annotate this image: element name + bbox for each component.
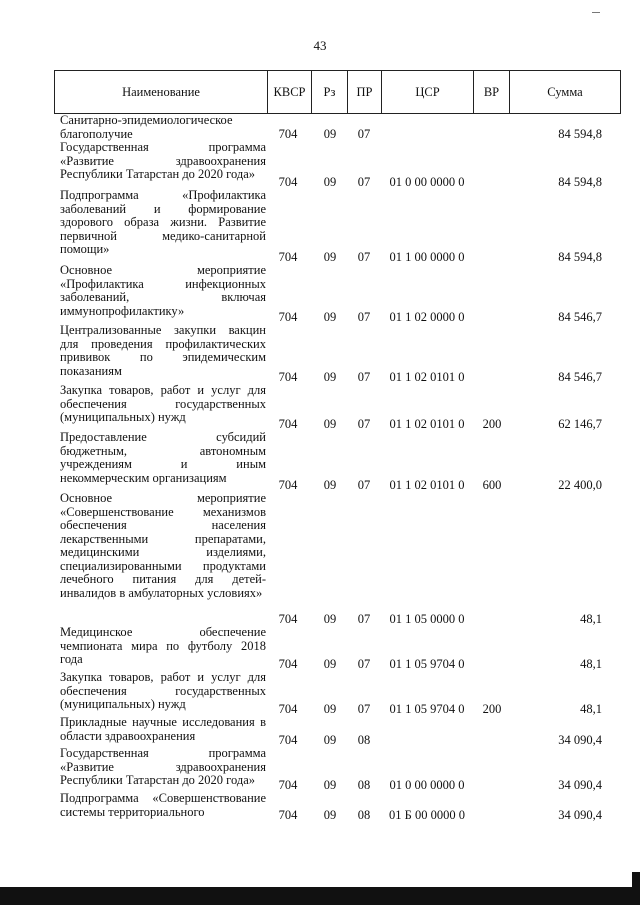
row-kvsr: 704 [278, 416, 298, 431]
row-vr: 600 [482, 477, 502, 492]
row-rz: 09 [323, 807, 337, 822]
row-pr: 07 [357, 369, 371, 384]
row-csr: 01 1 05 9704 0 [389, 656, 465, 671]
row-csr: 01 1 02 0101 0 [389, 416, 465, 431]
row-name: Подпрограмма «Совершенствование системы территориального [60, 791, 266, 819]
scan-border [0, 887, 640, 905]
row-kvsr: 704 [278, 174, 298, 189]
row-pr: 07 [357, 126, 371, 141]
row-sum: 84 594,8 [558, 249, 602, 264]
row-name: Подпрограмма «Профилактика заболеваний и формирование здорового образа жизни. Развитие первичной медико-санитарной помощи» [60, 188, 266, 256]
table-row [0, 492, 640, 626]
row-sum: 84 546,7 [558, 369, 602, 384]
row-pr: 08 [357, 807, 371, 822]
row-vr: 200 [482, 416, 502, 431]
row-name: Предоставление субсидий бюджетным, автономным учреждениям и иным некоммерческим организациям [60, 430, 266, 485]
row-kvsr: 704 [278, 777, 298, 792]
table-row [0, 792, 640, 822]
row-rz: 09 [323, 701, 337, 716]
row-pr: 07 [357, 656, 371, 671]
row-rz: 09 [323, 777, 337, 792]
row-sum: 34 090,4 [558, 807, 602, 822]
table-body [0, 114, 640, 822]
row-kvsr: 704 [278, 807, 298, 822]
header-vr: ВР [474, 71, 510, 113]
row-pr: 07 [357, 309, 371, 324]
table-row [0, 141, 640, 189]
table-row [0, 747, 640, 792]
row-pr: 07 [357, 416, 371, 431]
row-rz: 09 [323, 477, 337, 492]
row-kvsr: 704 [278, 249, 298, 264]
row-csr: 01 1 02 0000 0 [389, 309, 465, 324]
row-name: Прикладные научные исследования в области здравоохранения [60, 715, 266, 743]
row-sum: 48,1 [580, 611, 602, 626]
header-kvsr: КВСР [268, 71, 312, 113]
page-number: 43 [313, 38, 327, 53]
row-name: Основное мероприятие «Совершенствование механизмов обеспечения населения лекарственными препаратами, медицинскими изделиями, специализированными продуктами лечебного питания для детей-инвалидов в амбулаторных условиях» [60, 491, 266, 600]
row-name: Государственная программа «Развитие здравоохранения Республики Татарстан до 2020 года» [60, 746, 266, 787]
row-name: Медицинское обеспечение чемпионата мира по футболу 2018 года [60, 625, 266, 666]
row-kvsr: 704 [278, 126, 298, 141]
row-kvsr: 704 [278, 477, 298, 492]
row-pr: 07 [357, 477, 371, 492]
row-csr: 01 1 05 9704 0 [389, 701, 465, 716]
row-pr: 07 [357, 174, 371, 189]
row-kvsr: 704 [278, 656, 298, 671]
row-csr: 01 1 02 0101 0 [389, 477, 465, 492]
row-csr: 01 0 00 0000 0 [389, 777, 465, 792]
scan-mark [592, 12, 600, 13]
row-rz: 09 [323, 126, 337, 141]
table-row [0, 264, 640, 324]
table-row [0, 671, 640, 716]
row-sum: 34 090,4 [558, 777, 602, 792]
header-name: Наименование [55, 71, 268, 113]
row-sum: 62 146,7 [558, 416, 602, 431]
row-kvsr: 704 [278, 611, 298, 626]
row-sum: 48,1 [580, 656, 602, 671]
row-vr: 200 [482, 701, 502, 716]
row-name: Государственная программа «Развитие здравоохранения Республики Татарстан до 2020 года» [60, 140, 266, 181]
row-rz: 09 [323, 249, 337, 264]
table-row [0, 626, 640, 671]
row-kvsr: 704 [278, 732, 298, 747]
table-header [54, 70, 621, 114]
row-name: Основное мероприятие «Профилактика инфекционных заболеваний, включая иммунопрофилактику» [60, 263, 266, 318]
row-rz: 09 [323, 656, 337, 671]
row-name: Закупка товаров, работ и услуг для обеспечения государственных (муниципальных) нужд [60, 670, 266, 711]
header-sum: Сумма [547, 84, 583, 99]
row-sum: 34 090,4 [558, 732, 602, 747]
row-name: Санитарно-эпидемиологическое благополучие [60, 113, 233, 141]
table-row [0, 324, 640, 384]
table-row [0, 384, 640, 431]
row-rz: 09 [323, 416, 337, 431]
row-kvsr: 704 [278, 309, 298, 324]
table-row [0, 431, 640, 492]
row-csr: 01 1 02 0101 0 [389, 369, 465, 384]
row-csr: 01 Б 00 0000 0 [389, 807, 465, 822]
row-sum: 48,1 [580, 701, 602, 716]
row-pr: 07 [357, 249, 371, 264]
row-rz: 09 [323, 369, 337, 384]
table-row [0, 114, 640, 141]
row-sum: 84 594,8 [558, 126, 602, 141]
row-sum: 22 400,0 [558, 477, 602, 492]
row-csr: 01 1 00 0000 0 [389, 249, 465, 264]
row-name: Закупка товаров, работ и услуг для обеспечения государственных (муниципальных) нужд [60, 383, 266, 424]
row-kvsr: 704 [278, 701, 298, 716]
header-csr: ЦСР [382, 71, 474, 113]
row-pr: 07 [357, 611, 371, 626]
row-rz: 09 [323, 309, 337, 324]
row-pr: 08 [357, 732, 371, 747]
row-csr: 01 0 00 0000 0 [389, 174, 465, 189]
row-name: Централизованные закупки вакцин для проведения профилактических прививок по эпидемическим показаниям [60, 323, 266, 378]
row-sum: 84 594,8 [558, 174, 602, 189]
row-pr: 07 [357, 701, 371, 716]
row-kvsr: 704 [278, 369, 298, 384]
row-rz: 09 [323, 611, 337, 626]
row-rz: 09 [323, 732, 337, 747]
table-row [0, 716, 640, 747]
header-pr: ПР [348, 71, 382, 113]
row-pr: 08 [357, 777, 371, 792]
row-sum: 84 546,7 [558, 309, 602, 324]
row-csr: 01 1 05 0000 0 [389, 611, 465, 626]
row-rz: 09 [323, 174, 337, 189]
header-rz: Рз [312, 71, 348, 113]
table-row [0, 189, 640, 264]
